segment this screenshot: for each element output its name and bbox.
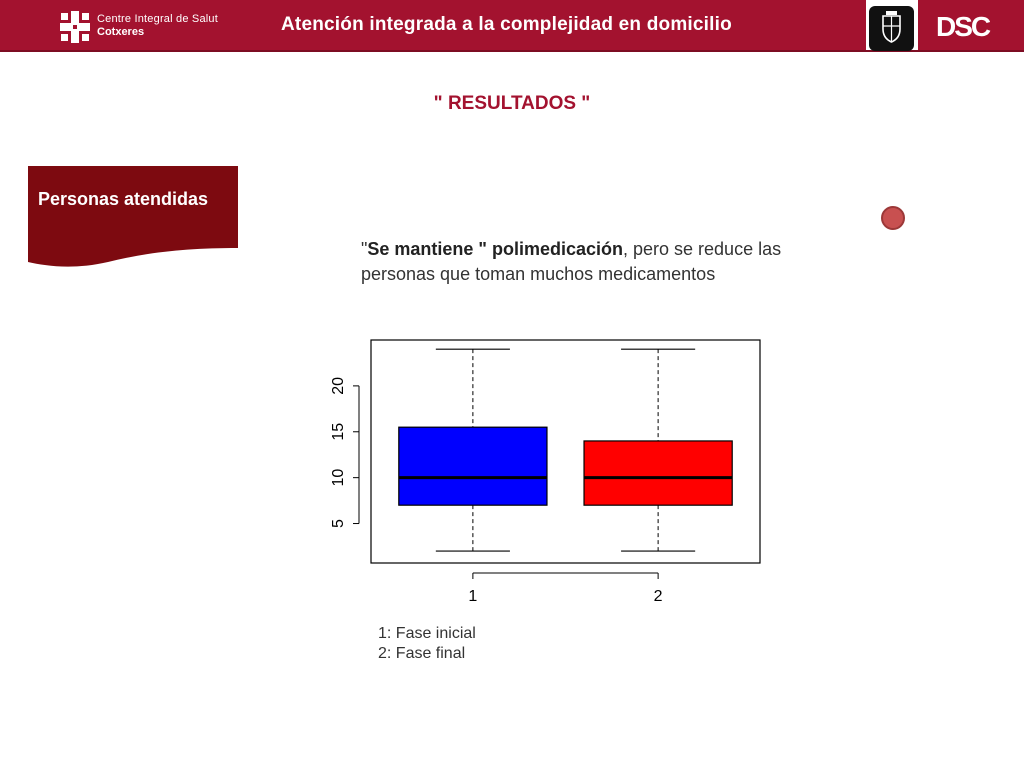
header-title: Atención integrada a la complejidad en domicilio [281, 14, 732, 35]
chart-legend [378, 624, 476, 664]
description-text [361, 237, 841, 287]
health-center-logo-icon [60, 11, 90, 43]
y-tick-label: 10 [330, 468, 347, 487]
description-bold: Se mantiene " polimedicación [367, 239, 623, 259]
org-name-line1: Centre Integral de Salut [97, 13, 218, 25]
description-rest: , pero se reduce las personas que toman muchos medicamentos [361, 239, 782, 284]
boxplot-chart [320, 330, 780, 620]
navigation-dot-button[interactable] [881, 206, 905, 230]
box-1 [399, 427, 547, 505]
tab-personas-atendidas[interactable]: Personas atendidas [38, 189, 209, 209]
city-seal-logo [869, 6, 914, 51]
org-name [97, 13, 218, 39]
description-prefix: " [361, 239, 368, 259]
legend-item-1: 1: Fase inicial [378, 625, 476, 642]
section-tab-background [28, 166, 238, 270]
box-2 [584, 441, 732, 505]
section-title: " RESULTADOS " [433, 93, 591, 114]
y-tick-label: 5 [330, 519, 347, 528]
x-tick-label: 2 [653, 588, 663, 605]
y-tick-label: 20 [330, 376, 347, 395]
dsc-logo: DSC [936, 11, 990, 42]
x-tick-label: 1 [468, 588, 478, 605]
y-tick-label: 15 [330, 422, 347, 441]
org-name-line2: Cotxeres [97, 26, 145, 38]
city-seal-icon [869, 6, 914, 51]
legend-item-2: 2: Fase final [378, 645, 466, 662]
header-bar [0, 0, 866, 50]
